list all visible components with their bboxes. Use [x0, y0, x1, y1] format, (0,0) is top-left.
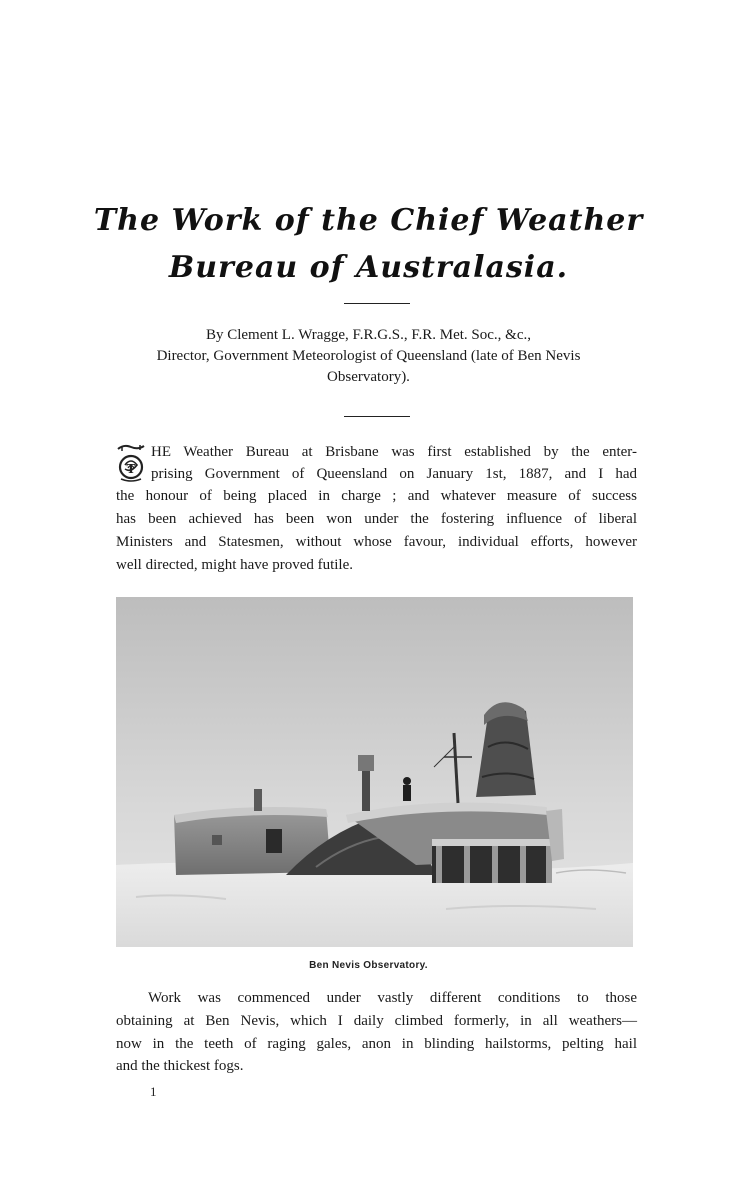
- paragraph-1-line-6: well directed, might have proved futile.: [116, 557, 354, 573]
- drop-cap-letter: T: [126, 462, 136, 476]
- byline-divider: [344, 416, 410, 417]
- paragraph-2-line-1: Work was commenced under vastly different conditions to those: [148, 990, 637, 1006]
- paragraph-1-line-3: the honour of being placed in charge ; and whatever measure of success: [116, 488, 637, 504]
- photo-caption: Ben Nevis Observatory.: [309, 960, 428, 971]
- page-number: 1: [150, 1084, 157, 1099]
- drop-cap-ornament: [116, 443, 146, 483]
- paragraph-1-line-1: HE Weather Bureau at Brisbane was first established by the enter-: [151, 444, 637, 460]
- article-title-line-2: Bureau of Australasia.: [168, 250, 569, 285]
- byline-author: By Clement L. Wragge, F.R.G.S., F.R. Met. Soc., &c.,: [205, 327, 532, 343]
- byline-position-cont: Observatory).: [327, 369, 410, 385]
- paragraph-1-line-4: has been achieved has been won under the fostering influence of liberal: [116, 511, 637, 527]
- paragraph-1-line-2: prising Government of Queensland on January 1st, 1887, and I had: [151, 466, 637, 482]
- paragraph-2-line-4: and the thickest fogs.: [116, 1058, 244, 1074]
- paragraph-1-line-5: Ministers and Statesmen, without whose favour, individual efforts, however: [116, 534, 637, 550]
- article-title-line-1: The Work of the Chief Weather: [93, 203, 644, 238]
- paragraph-2-line-2: obtaining at Ben Nevis, which I daily climbed formerly, in all weathers—: [116, 1013, 637, 1029]
- paragraph-2-line-3: now in the teeth of raging gales, anon in blinding hailstorms, pelting hail: [116, 1036, 637, 1052]
- byline-position: Director, Government Meteorologist of Queensland (late of Ben Nevis: [156, 348, 581, 364]
- ben-nevis-observatory-photo: [116, 597, 633, 947]
- title-divider: [344, 303, 410, 304]
